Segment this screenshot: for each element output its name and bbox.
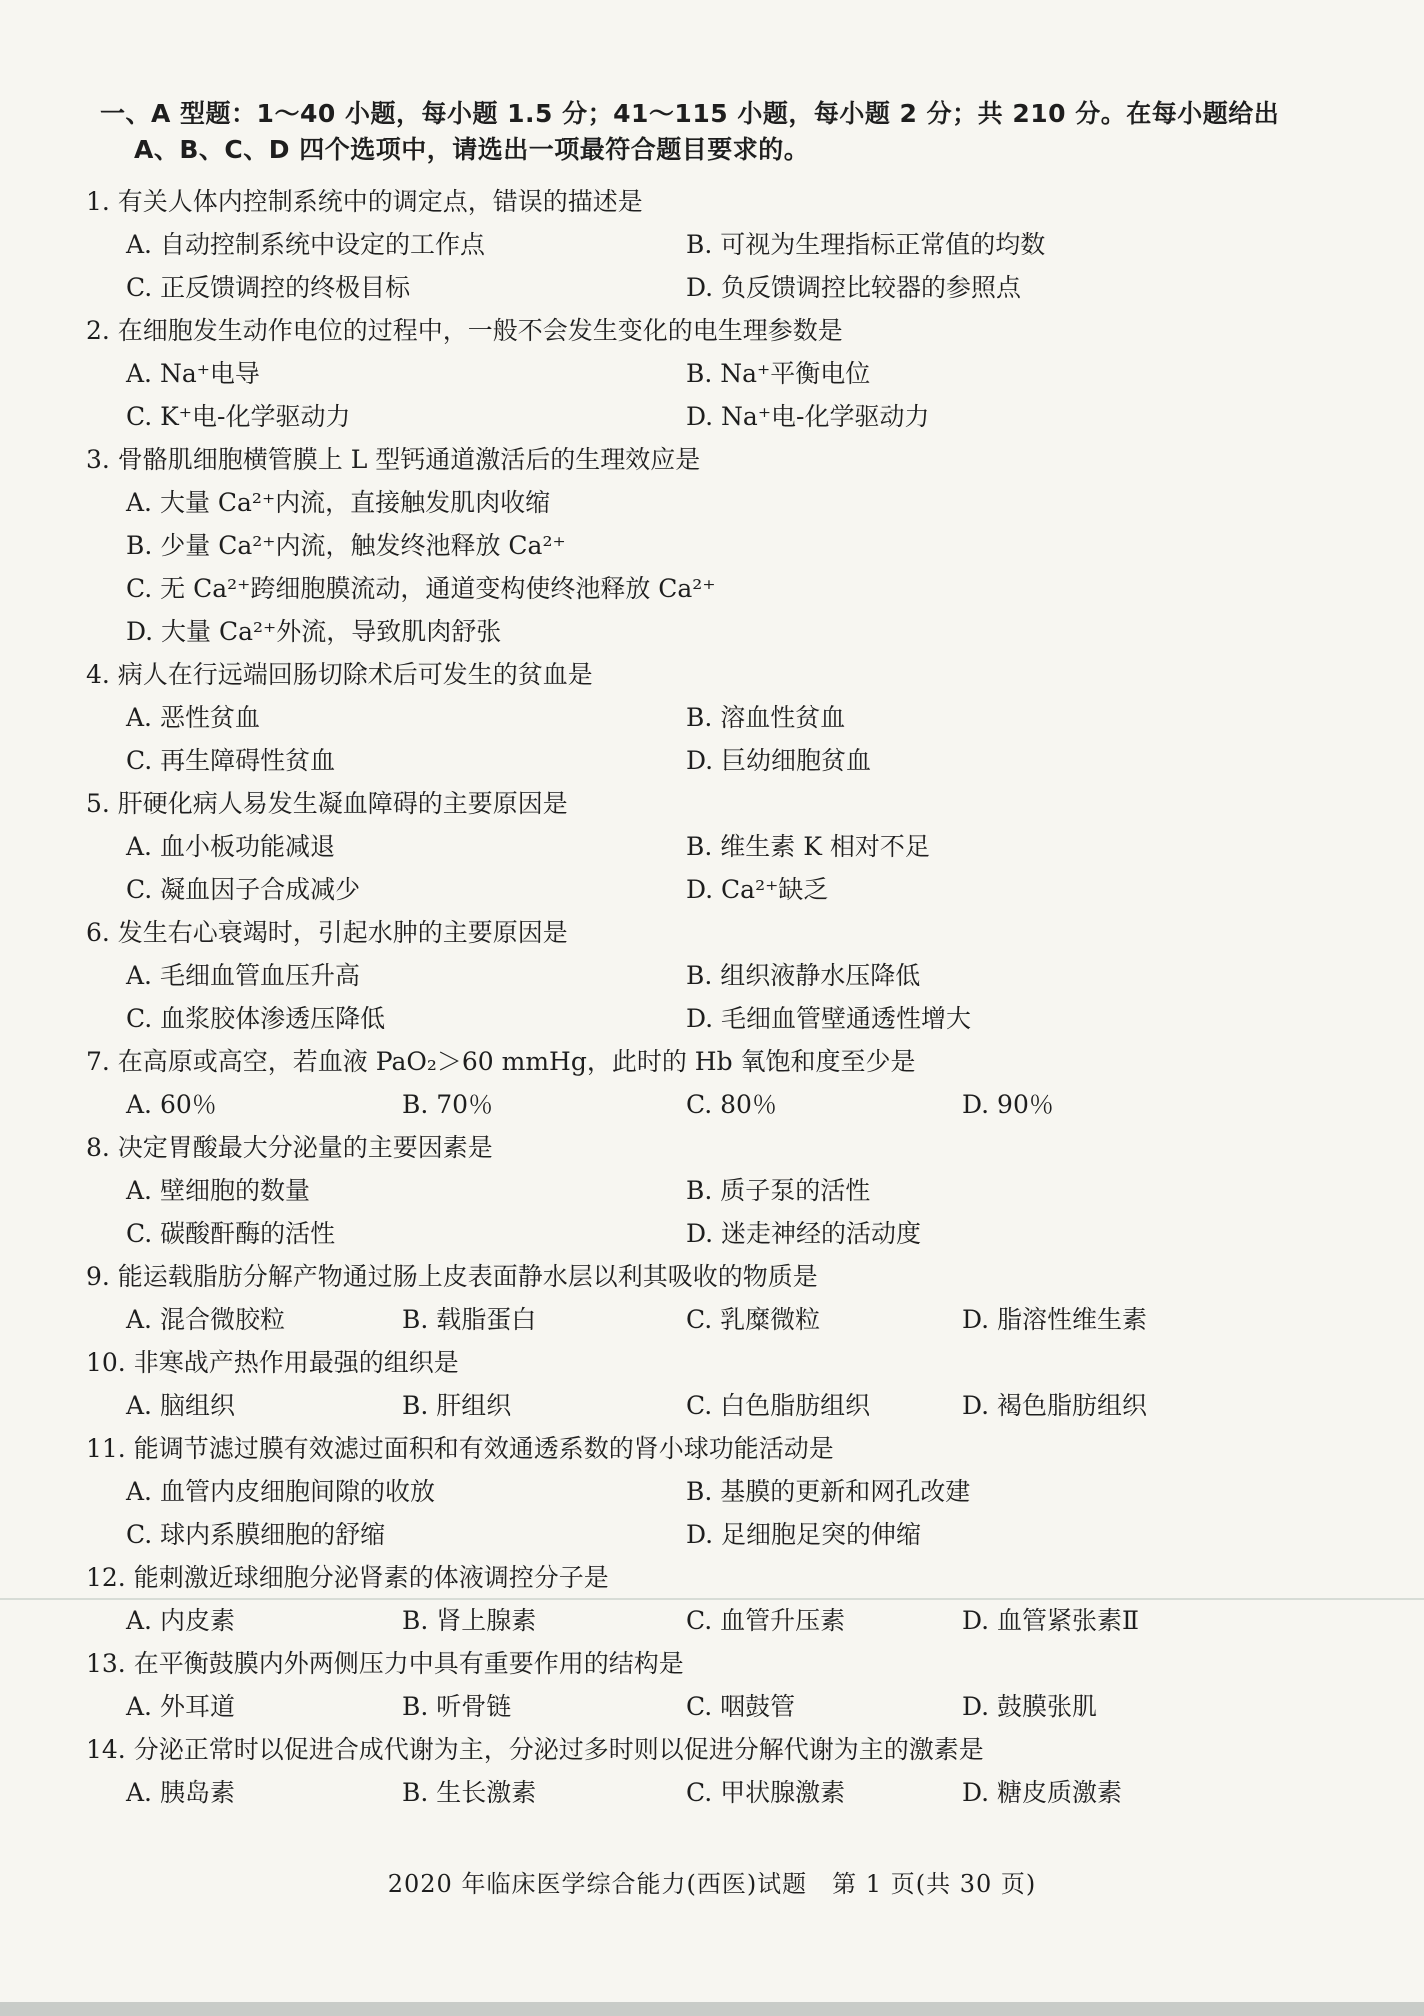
question-14 xyxy=(86,1728,1336,1814)
option-a: A. 壁细胞的数量 xyxy=(126,1176,310,1205)
option-a: A. 毛细血管血压升高 xyxy=(126,961,360,990)
option-group xyxy=(86,696,1336,782)
question-10 xyxy=(86,1341,1336,1427)
option-d: D. 糖皮质激素 xyxy=(962,1778,1123,1807)
question-6 xyxy=(86,911,1336,1040)
option-b: B. 载脂蛋白 xyxy=(402,1305,537,1334)
option-d: D. 毛细血管壁通透性增大 xyxy=(686,1004,972,1033)
option-c: C. 80％ xyxy=(686,1090,777,1119)
option-c: C. 乳糜微粒 xyxy=(686,1305,821,1334)
option-a: A. 恶性贫血 xyxy=(126,703,260,732)
option-group xyxy=(86,223,1336,309)
question-11 xyxy=(86,1427,1336,1556)
question-stem: 6. 发生右心衰竭时，引起水肿的主要原因是 xyxy=(86,918,568,947)
question-4 xyxy=(86,653,1336,782)
option-a: A. 大量 Ca²⁺内流，直接触发肌肉收缩 xyxy=(126,488,551,517)
question-stem: 11. 能调节滤过膜有效滤过面积和有效通透系数的肾小球功能活动是 xyxy=(86,1434,834,1463)
option-group xyxy=(86,1771,1336,1814)
option-a: A. 血小板功能减退 xyxy=(126,832,335,861)
option-a: A. 脑组织 xyxy=(126,1391,235,1420)
question-stem: 2. 在细胞发生动作电位的过程中，一般不会发生变化的电生理参数是 xyxy=(86,316,843,345)
option-group xyxy=(86,954,1336,1040)
question-stem: 12. 能刺激近球细胞分泌肾素的体液调控分子是 xyxy=(86,1563,609,1592)
option-d: D. 脂溶性维生素 xyxy=(962,1305,1148,1334)
option-d: D. 鼓膜张肌 xyxy=(962,1692,1098,1721)
option-group xyxy=(86,1685,1336,1728)
question-stem: 14. 分泌正常时以促进合成代谢为主，分泌过多时则以促进分解代谢为主的激素是 xyxy=(86,1735,984,1764)
option-b: B. 维生素 K 相对不足 xyxy=(686,832,930,861)
option-a: A. 混合微胶粒 xyxy=(126,1305,285,1334)
option-a: A. 外耳道 xyxy=(126,1692,235,1721)
option-c: C. 再生障碍性贫血 xyxy=(126,746,336,775)
section-header xyxy=(100,96,1320,168)
option-b: B. 听骨链 xyxy=(402,1692,512,1721)
option-d: D. 血管紧张素Ⅱ xyxy=(962,1606,1140,1635)
option-a: A. 内皮素 xyxy=(126,1606,235,1635)
question-8 xyxy=(86,1126,1336,1255)
option-b: B. Na⁺平衡电位 xyxy=(686,359,871,388)
option-b: B. 生长激素 xyxy=(402,1778,537,1807)
question-stem: 3. 骨骼肌细胞横管膜上 L 型钙通道激活后的生理效应是 xyxy=(86,445,701,474)
option-d: D. 大量 Ca²⁺外流，导致肌肉舒张 xyxy=(126,617,502,646)
option-d: D. Ca²⁺缺乏 xyxy=(686,875,829,904)
option-d: D. 巨幼细胞贫血 xyxy=(686,746,872,775)
option-b: B. 可视为生理指标正常值的均数 xyxy=(686,230,1046,259)
question-stem: 13. 在平衡鼓膜内外两侧压力中具有重要作用的结构是 xyxy=(86,1649,684,1678)
question-5 xyxy=(86,782,1336,911)
option-b: B. 基膜的更新和网孔改建 xyxy=(686,1477,971,1506)
scan-fold-line xyxy=(0,1598,1424,1600)
question-3 xyxy=(86,438,1336,653)
option-b: B. 质子泵的活性 xyxy=(686,1176,871,1205)
question-1 xyxy=(86,180,1336,309)
question-9 xyxy=(86,1255,1336,1341)
option-c: C. 正反馈调控的终极目标 xyxy=(126,273,411,302)
option-c: C. 血浆胶体渗透压降低 xyxy=(126,1004,386,1033)
section-header-line-2: A、B、C、D 四个选项中，请选出一项最符合题目要求的。 xyxy=(134,135,810,164)
option-c: C. 球内系膜细胞的舒缩 xyxy=(126,1520,386,1549)
option-b: B. 溶血性贫血 xyxy=(686,703,846,732)
question-13 xyxy=(86,1642,1336,1728)
question-stem: 7. 在高原或高空，若血液 PaO₂＞60 mmHg，此时的 Hb 氧饱和度至少是 xyxy=(86,1047,916,1076)
option-group xyxy=(86,1083,1336,1126)
question-stem: 4. 病人在行远端回肠切除术后可发生的贫血是 xyxy=(86,660,593,689)
section-header-line-1: 一、A 型题：1～40 小题，每小题 1.5 分；41～115 小题，每小题 2 分；共 210 分。在每小题给出 xyxy=(100,99,1280,128)
option-d: D. 褐色脂肪组织 xyxy=(962,1391,1148,1420)
option-b: B. 少量 Ca²⁺内流，触发终池释放 Ca²⁺ xyxy=(126,531,566,560)
question-2 xyxy=(86,309,1336,438)
option-c: C. 咽鼓管 xyxy=(686,1692,796,1721)
question-stem: 8. 决定胃酸最大分泌量的主要因素是 xyxy=(86,1133,493,1162)
question-list xyxy=(86,180,1336,1814)
scan-bottom-band xyxy=(0,2002,1424,2016)
option-group xyxy=(86,825,1336,911)
option-group xyxy=(86,1470,1336,1556)
question-stem: 5. 肝硬化病人易发生凝血障碍的主要原因是 xyxy=(86,789,568,818)
question-stem: 9. 能运载脂肪分解产物通过肠上皮表面静水层以利其吸收的物质是 xyxy=(86,1262,818,1291)
option-b: B. 肾上腺素 xyxy=(402,1606,537,1635)
option-d: D. 负反馈调控比较器的参照点 xyxy=(686,273,1022,302)
option-group xyxy=(86,1599,1336,1642)
option-c: C. 血管升压素 xyxy=(686,1606,846,1635)
option-d: D. 90％ xyxy=(962,1090,1054,1119)
option-group xyxy=(86,481,1336,653)
question-7 xyxy=(86,1040,1336,1126)
option-group xyxy=(86,352,1336,438)
option-a: A. 60％ xyxy=(126,1090,217,1119)
option-b: B. 肝组织 xyxy=(402,1391,512,1420)
option-b: B. 组织液静水压降低 xyxy=(686,961,921,990)
option-b: B. 70％ xyxy=(402,1090,494,1119)
option-c: C. 白色脂肪组织 xyxy=(686,1391,871,1420)
question-stem: 1. 有关人体内控制系统中的调定点，错误的描述是 xyxy=(86,187,643,216)
option-c: C. K⁺电-化学驱动力 xyxy=(126,402,351,431)
option-a: A. 自动控制系统中设定的工作点 xyxy=(126,230,485,259)
option-a: A. 血管内皮细胞间隙的收放 xyxy=(126,1477,435,1506)
option-group xyxy=(86,1298,1336,1341)
option-a: A. Na⁺电导 xyxy=(126,359,260,388)
option-c: C. 甲状腺激素 xyxy=(686,1778,846,1807)
option-c: C. 无 Ca²⁺跨细胞膜流动，通道变构使终池释放 Ca²⁺ xyxy=(126,574,716,603)
option-d: D. 迷走神经的活动度 xyxy=(686,1219,922,1248)
option-d: D. Na⁺电-化学驱动力 xyxy=(686,402,930,431)
option-group xyxy=(86,1169,1336,1255)
option-a: A. 胰岛素 xyxy=(126,1778,235,1807)
option-group xyxy=(86,1384,1336,1427)
page-footer: 2020 年临床医学综合能力(西医)试题 第 1 页(共 30 页) xyxy=(387,1870,1037,1898)
option-c: C. 碳酸酐酶的活性 xyxy=(126,1219,336,1248)
option-d: D. 足细胞足突的伸缩 xyxy=(686,1520,922,1549)
question-stem: 10. 非寒战产热作用最强的组织是 xyxy=(86,1348,459,1377)
option-c: C. 凝血因子合成减少 xyxy=(126,875,361,904)
